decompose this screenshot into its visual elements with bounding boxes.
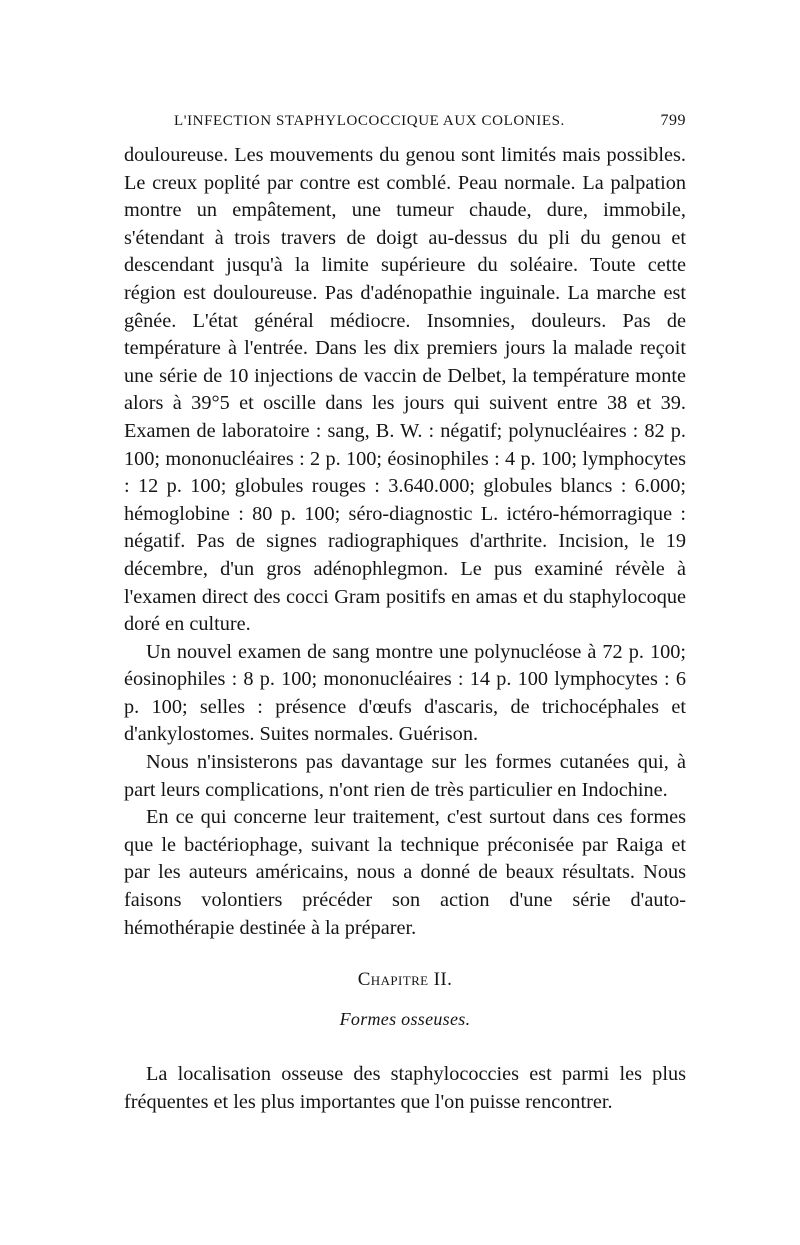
chapter-heading: Chapitre II. [357, 969, 453, 991]
paragraph: Un nouvel examen de sang montre une polynucléose à 72 p. 100; éosinophiles : 8 p. 100; mononucléaires : 14 p. 100 lymphocytes : 6 p. 100; selles : présence d'œufs d'ascaris, de trichocéphales et d'ankylostomes. Suites normales. Guérison. [124, 640, 686, 746]
book-page [124, 112, 686, 1117]
page-number: 799 [660, 112, 686, 129]
paragraph: En ce qui concerne leur traitement, c'est surtout dans ces formes que le bactériophage, suivant la technique préconisée par Raiga et par les auteurs américains, nous a donné de beaux résultats. Nous faisons volontiers précéder son action d'une série d'auto-hémothérapie destinée à la préparer. [124, 806, 686, 939]
running-title: L'INFECTION STAPHYLOCOCCIQUE AUX COLONIES. [174, 113, 565, 129]
paragraph: douloureuse. Les mouvements du genou sont limités mais possibles. Le creux poplité par contre est comblé. Peau normale. La palpation montre un empâtement, une tumeur chaude, dure, immobile, s'étendant à trois travers de doigt au-dessus du pli du genou et descendant jusqu'à la limite supérieure du soléaire. Toute cette région est douloureuse. Pas d'adénopathie inguinale. La marche est gênée. L'état général médiocre. Insomnies, douleurs. Pas de température à l'entrée. Dans les dix premiers jours la malade reçoit une série de 10 injections de vaccin de Delbet, la température monte alors à 39°5 et oscille dans les jours qui suivent entre 38 et 39. Examen de laboratoire : sang, B. W. : négatif; polynucléaires : 82 p. 100; mononucléaires : 2 p. 100; éosinophiles : 4 p. 100; lymphocytes : 12 p. 100; globules rouges : 3.640.000; globules blancs : 6.000; hémoglobine : 80 p. 100; séro-diagnostic L. ictéro-hémorragique : négatif. Pas de signes radiographiques d'arthrite. Incision, le 19 décembre, d'un gros adénophlegmon. Le pus examiné révèle à l'examen direct des cocci Gram positifs en amas et du staphylocoque doré en culture. [124, 144, 686, 636]
paragraph: La localisation osseuse des staphylococcies est parmi les plus fréquentes et les plus importantes que l'on puisse rencontrer. [124, 1063, 686, 1113]
body-text [124, 142, 686, 1117]
section-heading: Formes osseuses. [339, 1008, 471, 1029]
paragraph: Nous n'insisterons pas davantage sur les formes cutanées qui, à part leurs complications, n'ont rien de très particulier en Indochine. [124, 751, 686, 801]
running-head [124, 112, 686, 142]
